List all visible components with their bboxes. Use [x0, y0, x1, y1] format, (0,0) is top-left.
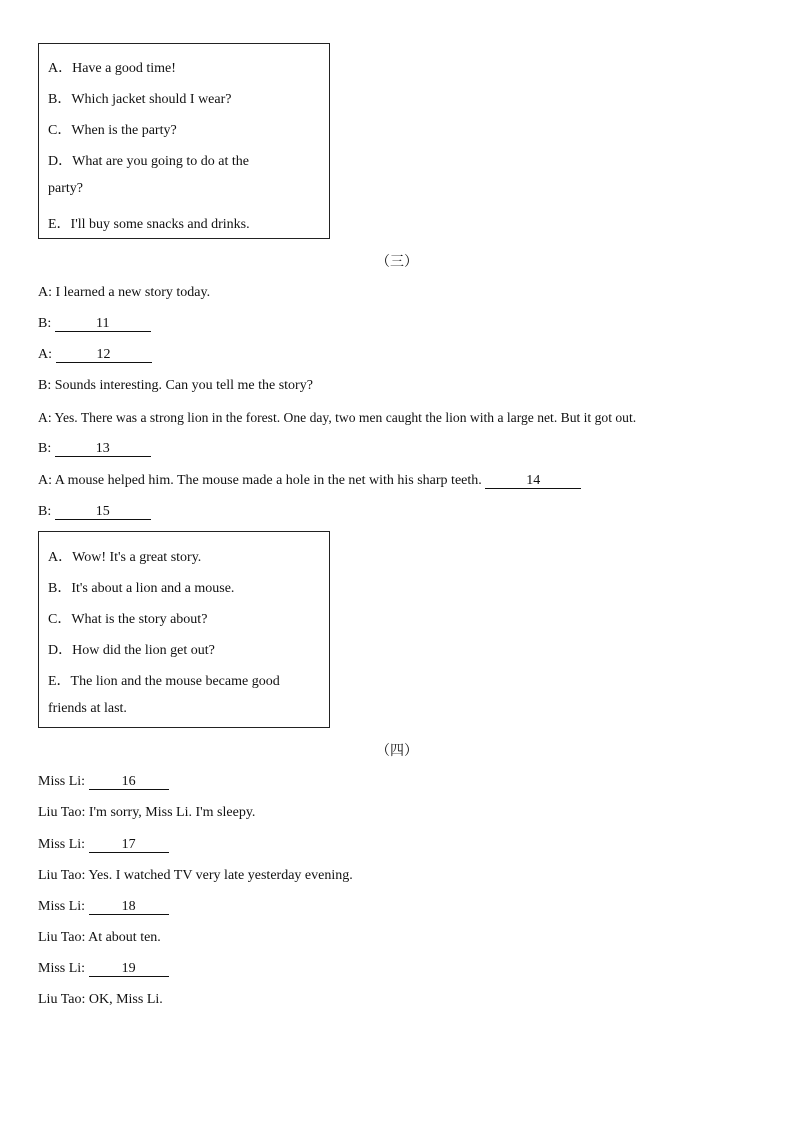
dialogue-text: B:	[38, 504, 55, 519]
dialogue-line	[38, 805, 255, 821]
dialogue-line	[38, 441, 151, 457]
dialogue-line	[38, 473, 581, 489]
dialogue-text: Liu Tao: Yes. I watched TV very late yesterday evening.	[38, 868, 353, 883]
dialogue-text: Liu Tao: At about ten.	[38, 930, 161, 945]
option-c: C．When is the party?	[48, 123, 177, 138]
option-e: E．The lion and the mouse became good	[48, 674, 280, 689]
dialogue-text: Liu Tao: I'm sorry, Miss Li. I'm sleepy.	[38, 805, 256, 820]
dialogue-text: A: Yes. There was a strong lion in the forest. One day, two men caught the lion with a large net. But it got out.	[38, 410, 637, 425]
dialogue-line	[38, 378, 313, 394]
answer-blank-18[interactable]: 18	[89, 899, 169, 915]
dialogue-line	[38, 837, 169, 853]
dialogue-line	[38, 410, 636, 426]
dialogue-line	[38, 285, 210, 301]
option-b: B．It's about a lion and a mouse.	[48, 581, 235, 596]
option-c: C．What is the story about?	[48, 612, 208, 627]
answer-blank-14[interactable]: 14	[485, 473, 581, 489]
dialogue-line	[38, 961, 169, 977]
dialogue-line	[38, 774, 169, 790]
dialogue-line	[38, 316, 151, 332]
dialogue-line	[38, 347, 152, 363]
option-d-continued: party?	[48, 181, 83, 196]
option-a: A．Have a good time!	[48, 61, 176, 76]
answer-blank-13[interactable]: 13	[55, 441, 151, 457]
dialogue-line	[38, 504, 151, 520]
dialogue-text: Miss Li:	[38, 961, 89, 976]
options-box-1	[38, 43, 330, 239]
option-e: E．I'll buy some snacks and drinks.	[48, 217, 250, 232]
option-a: A．Wow! It's a great story.	[48, 550, 202, 565]
dialogue-line	[38, 930, 161, 946]
option-d: D．How did the lion get out?	[48, 643, 215, 658]
dialogue-text: A: I learned a new story today.	[38, 285, 211, 300]
answer-blank-17[interactable]: 17	[89, 837, 169, 853]
dialogue-line	[38, 868, 353, 884]
dialogue-text: Miss Li:	[38, 899, 89, 914]
dialogue-line	[38, 992, 163, 1008]
dialogue-text: B: Sounds interesting. Can you tell me the story?	[38, 378, 313, 393]
dialogue-text: A: A mouse helped him. The mouse made a hole in the net with his sharp teeth.	[38, 473, 486, 488]
options-box-2	[38, 531, 330, 728]
answer-blank-19[interactable]: 19	[89, 961, 169, 977]
option-d: D．What are you going to do at the	[48, 154, 250, 169]
dialogue-text: B:	[38, 441, 55, 456]
dialogue-text: Miss Li:	[38, 774, 89, 789]
section-3-heading: （三）	[376, 255, 418, 270]
answer-blank-16[interactable]: 16	[89, 774, 169, 790]
answer-blank-12[interactable]: 12	[56, 347, 152, 363]
option-b: B．Which jacket should I wear?	[48, 92, 232, 107]
section-4-heading: （四）	[376, 744, 418, 759]
answer-blank-15[interactable]: 15	[55, 504, 151, 520]
dialogue-text: B:	[38, 316, 55, 331]
dialogue-text: Liu Tao: OK, Miss Li.	[38, 992, 163, 1007]
dialogue-text: Miss Li:	[38, 837, 89, 852]
option-e-continued: friends at last.	[48, 701, 127, 716]
dialogue-text: A:	[38, 347, 56, 362]
dialogue-line	[38, 899, 169, 915]
answer-blank-11[interactable]: 11	[55, 316, 151, 332]
